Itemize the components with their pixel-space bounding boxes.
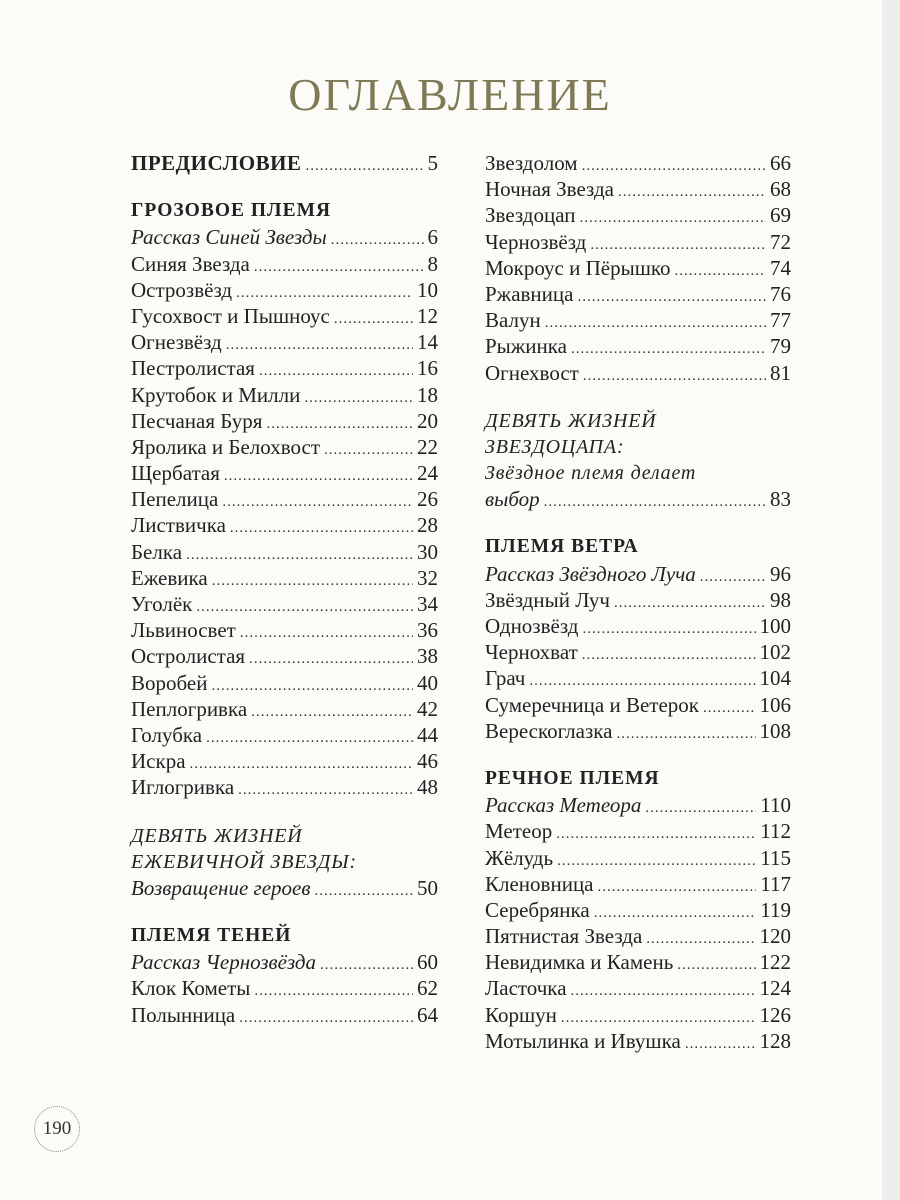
dot-leader bbox=[324, 437, 413, 463]
dot-leader bbox=[254, 978, 413, 1004]
entry-title: Белка bbox=[131, 539, 183, 564]
entry-title: Чернозвёзд bbox=[485, 229, 587, 254]
entry-page: 18 bbox=[417, 382, 438, 407]
entry-page: 96 bbox=[770, 561, 791, 586]
section-heading: РЕЧНОЕ ПЛЕМЯ bbox=[485, 767, 660, 789]
entry-page: 40 bbox=[417, 670, 438, 695]
entry-title: Мокроус и Пёрышко bbox=[485, 255, 671, 280]
dot-leader bbox=[577, 284, 766, 310]
entry-page: 68 bbox=[770, 177, 791, 202]
entry-page: 32 bbox=[417, 565, 438, 590]
entry-page: 42 bbox=[417, 696, 438, 721]
entry-title: Клок Кометы bbox=[131, 976, 251, 1001]
entry-title: ПРЕДИСЛОВИЕ bbox=[131, 151, 302, 175]
entry-title: Щербатая bbox=[131, 461, 220, 486]
toc-entry[interactable] bbox=[131, 303, 438, 329]
entry-page: 24 bbox=[417, 461, 438, 486]
dot-leader bbox=[545, 310, 766, 336]
entry-page: 60 bbox=[417, 950, 438, 975]
entry-page: 110 bbox=[760, 793, 791, 818]
entry-title: Львиносвет bbox=[131, 618, 236, 643]
toc-entry[interactable] bbox=[131, 277, 438, 303]
entry-title: Огнезвёзд bbox=[131, 330, 222, 355]
entry-page: 12 bbox=[417, 303, 438, 328]
entry-title: Рассказ Метеора bbox=[485, 793, 642, 818]
entry-page: 26 bbox=[417, 487, 438, 512]
toc-entry[interactable] bbox=[131, 670, 438, 696]
toc-entry[interactable] bbox=[131, 617, 438, 643]
dot-leader bbox=[582, 616, 755, 642]
entry-title: Крутобок и Милли bbox=[131, 382, 301, 407]
section-heading: ДЕВЯТЬ ЖИЗНЕЙ bbox=[131, 824, 303, 847]
dot-leader bbox=[582, 642, 756, 668]
entry-title: Ржавница bbox=[485, 281, 574, 306]
entry-page: 98 bbox=[770, 587, 791, 612]
toc-entry[interactable] bbox=[131, 460, 438, 486]
entry-title: выбор bbox=[485, 487, 540, 512]
toc-entry[interactable] bbox=[485, 333, 791, 359]
entry-page: 81 bbox=[770, 360, 791, 385]
entry-title: Метеор bbox=[485, 819, 553, 844]
entry-page: 8 bbox=[427, 251, 438, 276]
entry-page: 69 bbox=[770, 203, 791, 228]
toc-entry[interactable] bbox=[131, 1002, 438, 1028]
entry-page: 128 bbox=[759, 1028, 791, 1053]
dot-leader bbox=[334, 306, 413, 332]
entry-page: 64 bbox=[417, 1002, 438, 1027]
toc-entry[interactable] bbox=[485, 665, 791, 691]
entry-page: 48 bbox=[417, 775, 438, 800]
dot-leader bbox=[703, 695, 756, 721]
entry-title: Воробей bbox=[131, 670, 208, 695]
entry-title: Песчаная Буря bbox=[131, 408, 263, 433]
toc-entry[interactable] bbox=[485, 176, 791, 202]
entry-title: Уголёк bbox=[131, 592, 193, 616]
entry-title: Серебрянка bbox=[485, 897, 590, 922]
toc-entry[interactable] bbox=[485, 718, 791, 744]
entry-page: 10 bbox=[417, 277, 438, 302]
entry-title: Огнехвост bbox=[485, 360, 579, 385]
entry-title: Звездолом bbox=[485, 151, 578, 175]
entry-page: 115 bbox=[760, 845, 791, 870]
dot-leader bbox=[677, 952, 755, 978]
entry-page: 38 bbox=[417, 644, 438, 669]
section-heading: ПЛЕМЯ ТЕНЕЙ bbox=[131, 925, 292, 947]
dot-leader bbox=[544, 489, 766, 515]
entry-page: 122 bbox=[759, 950, 791, 975]
entry-page: 66 bbox=[770, 151, 791, 175]
entry-list bbox=[485, 150, 791, 386]
section-heading-line2: ЕЖЕВИЧНОЙ ЗВЕЗДЫ: bbox=[131, 850, 357, 873]
toc-entry[interactable] bbox=[485, 923, 791, 949]
entry-title: Ежевика bbox=[131, 565, 208, 590]
entry-page: 36 bbox=[417, 618, 438, 643]
entry-title: Мотылинка и Ивушка bbox=[485, 1028, 681, 1053]
entry-title: Рассказ Синей Звезды bbox=[131, 225, 327, 250]
section-heading-line2: ЗВЕЗДОЦАПА: bbox=[485, 435, 625, 458]
dot-leader bbox=[212, 568, 413, 594]
entry-title: Искра bbox=[131, 749, 186, 774]
entry-page: 30 bbox=[417, 539, 438, 564]
dot-leader bbox=[206, 725, 413, 751]
dot-leader bbox=[251, 699, 413, 725]
entry-title: Ласточка bbox=[485, 976, 567, 1001]
entry-title: Листвичка bbox=[131, 513, 226, 538]
toc-entry[interactable] bbox=[485, 1028, 791, 1054]
toc-entry[interactable] bbox=[131, 722, 438, 748]
entry-page: 126 bbox=[759, 1002, 791, 1027]
entry-page: 100 bbox=[759, 614, 791, 638]
toc-entry[interactable] bbox=[485, 486, 791, 512]
entry-title: Сумеречница и Ветерок bbox=[485, 692, 699, 717]
toc-entry[interactable] bbox=[131, 329, 438, 355]
entry-page: 106 bbox=[759, 692, 791, 717]
dot-leader bbox=[186, 542, 413, 568]
entry-page: 119 bbox=[760, 897, 791, 922]
entry-page: 14 bbox=[417, 330, 438, 355]
entry-page: 76 bbox=[770, 281, 791, 306]
entry-page: 117 bbox=[760, 871, 791, 896]
shadowclan-section bbox=[131, 923, 438, 1028]
entry-title: Жёлудь bbox=[485, 845, 554, 870]
dot-leader bbox=[675, 258, 766, 284]
dot-leader bbox=[571, 978, 756, 1004]
dot-leader bbox=[616, 721, 755, 747]
entry-page: 120 bbox=[759, 924, 791, 949]
entry-page: 112 bbox=[760, 819, 791, 844]
section-subtitle: Звёздное племя делает bbox=[485, 462, 697, 485]
entry-title: Грач bbox=[485, 666, 526, 691]
toc-entry[interactable] bbox=[485, 281, 791, 307]
toc-entry[interactable] bbox=[131, 382, 438, 408]
entry-page: 50 bbox=[417, 875, 438, 900]
dot-leader bbox=[249, 646, 413, 672]
toc-entry[interactable] bbox=[485, 255, 791, 281]
toc-entry[interactable] bbox=[485, 949, 791, 975]
entry-page: 124 bbox=[759, 976, 791, 1001]
entry-title: Пятнистая Звезда bbox=[485, 924, 643, 949]
page-title: ОГЛАВЛЕНИЕ bbox=[288, 69, 612, 120]
entry-page: 77 bbox=[770, 308, 791, 333]
entry-list bbox=[485, 792, 791, 1054]
nine-lives-tiger-section bbox=[485, 408, 791, 513]
dot-leader bbox=[254, 254, 424, 280]
entry-title: Пестролистая bbox=[131, 356, 255, 381]
entry-page: 83 bbox=[770, 487, 791, 512]
riverclan-section bbox=[485, 766, 791, 1054]
shadowclan-continued-section bbox=[485, 150, 791, 386]
toc-entry-preface[interactable] bbox=[131, 150, 438, 176]
dot-leader bbox=[224, 463, 413, 489]
toc-entry[interactable] bbox=[485, 897, 791, 923]
entry-title: Пеплогривка bbox=[131, 696, 248, 721]
entry-page: 28 bbox=[417, 513, 438, 538]
entry-title: Чернохват bbox=[485, 640, 578, 665]
dot-leader bbox=[305, 153, 423, 179]
dot-leader bbox=[315, 878, 414, 904]
toc-entry[interactable] bbox=[131, 539, 438, 565]
toc-entry[interactable] bbox=[131, 565, 438, 591]
toc-entry[interactable] bbox=[485, 1002, 791, 1028]
dot-leader bbox=[331, 227, 424, 253]
left-column bbox=[131, 150, 438, 1050]
entry-page: 108 bbox=[759, 718, 791, 743]
dot-leader bbox=[685, 1031, 756, 1057]
entry-title: Гусохвост и Пышноус bbox=[131, 303, 330, 328]
entry-page: 22 bbox=[417, 434, 438, 459]
entry-title: Невидимка и Камень bbox=[485, 950, 674, 975]
toc-entry[interactable] bbox=[131, 224, 438, 250]
toc-entry[interactable] bbox=[485, 360, 791, 386]
entry-page: 5 bbox=[427, 151, 438, 175]
toc-entry[interactable] bbox=[485, 229, 791, 255]
dot-leader bbox=[556, 821, 756, 847]
dot-leader bbox=[230, 515, 413, 541]
entry-title: Острозвёзд bbox=[131, 277, 233, 302]
entry-page: 104 bbox=[759, 666, 791, 691]
toc-entry[interactable] bbox=[485, 975, 791, 1001]
toc-entry[interactable] bbox=[485, 792, 791, 818]
entry-title: Иглогривка bbox=[131, 775, 235, 800]
entry-list bbox=[131, 949, 438, 1028]
entry-title: Рассказ Чернозвёзда bbox=[131, 950, 317, 975]
right-column bbox=[485, 150, 791, 1076]
page-number: 190 bbox=[34, 1106, 80, 1152]
entry-title: Полынница bbox=[131, 1002, 236, 1027]
dot-leader bbox=[240, 620, 413, 646]
entry-page: 44 bbox=[417, 722, 438, 747]
dot-leader bbox=[580, 205, 766, 231]
section-heading: ГРОЗОВОЕ ПЛЕМЯ bbox=[131, 200, 332, 222]
toc-entry[interactable] bbox=[485, 150, 791, 176]
toc-entry[interactable] bbox=[485, 845, 791, 871]
toc-entry[interactable] bbox=[485, 871, 791, 897]
toc-entry[interactable] bbox=[131, 949, 438, 975]
toc-entry[interactable] bbox=[131, 408, 438, 434]
toc-entry[interactable] bbox=[131, 512, 438, 538]
entry-title: Остролистая bbox=[131, 644, 246, 669]
entry-title: Яролика и Белохвост bbox=[131, 434, 321, 459]
entry-page: 6 bbox=[427, 225, 438, 250]
entry-page: 62 bbox=[417, 976, 438, 1001]
entry-title: Звездоцап bbox=[485, 203, 576, 228]
section-heading: ПЛЕМЯ ВЕТРА bbox=[485, 536, 639, 558]
toc-entry[interactable] bbox=[485, 818, 791, 844]
entry-title: Рассказ Звёздного Луча bbox=[485, 561, 696, 586]
entry-page: 74 bbox=[770, 255, 791, 280]
toc-entry[interactable] bbox=[131, 875, 438, 901]
toc-entry[interactable] bbox=[131, 643, 438, 669]
entry-page: 72 bbox=[770, 229, 791, 254]
entry-page: 102 bbox=[759, 640, 791, 665]
entry-title: Валун bbox=[485, 308, 541, 333]
toc-entry[interactable] bbox=[485, 613, 791, 639]
toc-entry[interactable] bbox=[131, 591, 438, 617]
toc-entry[interactable] bbox=[131, 251, 438, 277]
entry-title: Синяя Звезда bbox=[131, 251, 250, 276]
dot-leader bbox=[238, 777, 413, 803]
entry-page: 34 bbox=[417, 592, 438, 616]
dot-leader bbox=[645, 795, 756, 821]
dot-leader bbox=[700, 564, 766, 590]
dot-leader bbox=[304, 385, 413, 411]
toc-entry[interactable] bbox=[131, 486, 438, 512]
entry-page: 79 bbox=[770, 334, 791, 359]
entry-title: Звёздный Луч bbox=[485, 587, 610, 612]
dot-leader bbox=[598, 874, 757, 900]
entry-title: Возвращение героев bbox=[131, 875, 311, 900]
entry-page: 46 bbox=[417, 749, 438, 774]
entry-title: Верескоглазка bbox=[485, 718, 613, 743]
entry-title: Ночная Звезда bbox=[485, 177, 614, 202]
entry-title: Кленовница bbox=[485, 871, 594, 896]
toc-entry[interactable] bbox=[131, 696, 438, 722]
toc-entry[interactable] bbox=[485, 202, 791, 228]
dot-leader bbox=[614, 590, 766, 616]
entry-title: Коршун bbox=[485, 1002, 557, 1027]
page-edge bbox=[882, 0, 900, 1200]
entry-title: Пепелица bbox=[131, 487, 219, 512]
nine-lives-bramble-section bbox=[131, 823, 438, 902]
toc-entry[interactable] bbox=[485, 692, 791, 718]
dot-leader bbox=[222, 489, 413, 515]
dot-leader bbox=[583, 363, 766, 389]
dot-leader bbox=[571, 336, 766, 362]
toc-entry[interactable] bbox=[485, 639, 791, 665]
entry-page: 20 bbox=[417, 408, 438, 433]
toc-entry[interactable] bbox=[485, 307, 791, 333]
dot-leader bbox=[239, 1005, 413, 1031]
section-heading: ДЕВЯТЬ ЖИЗНЕЙ bbox=[485, 409, 657, 432]
entry-title: Голубка bbox=[131, 722, 203, 747]
entry-title: Однозвёзд bbox=[485, 614, 579, 638]
windclan-section bbox=[485, 534, 791, 744]
dot-leader bbox=[618, 179, 766, 205]
preface-section bbox=[131, 150, 438, 176]
entry-list bbox=[485, 561, 791, 744]
thunderclan-section bbox=[131, 198, 438, 800]
toc-entry[interactable] bbox=[131, 355, 438, 381]
toc-entry[interactable] bbox=[131, 975, 438, 1001]
dot-leader bbox=[320, 952, 413, 978]
toc-entry[interactable] bbox=[131, 774, 438, 800]
toc-entry[interactable] bbox=[131, 434, 438, 460]
entry-title: Рыжинка bbox=[485, 334, 567, 359]
entry-list bbox=[131, 224, 438, 800]
toc-entry[interactable] bbox=[131, 748, 438, 774]
entry-page: 16 bbox=[417, 356, 438, 381]
toc-entry[interactable] bbox=[485, 587, 791, 613]
toc-entry[interactable] bbox=[485, 561, 791, 587]
